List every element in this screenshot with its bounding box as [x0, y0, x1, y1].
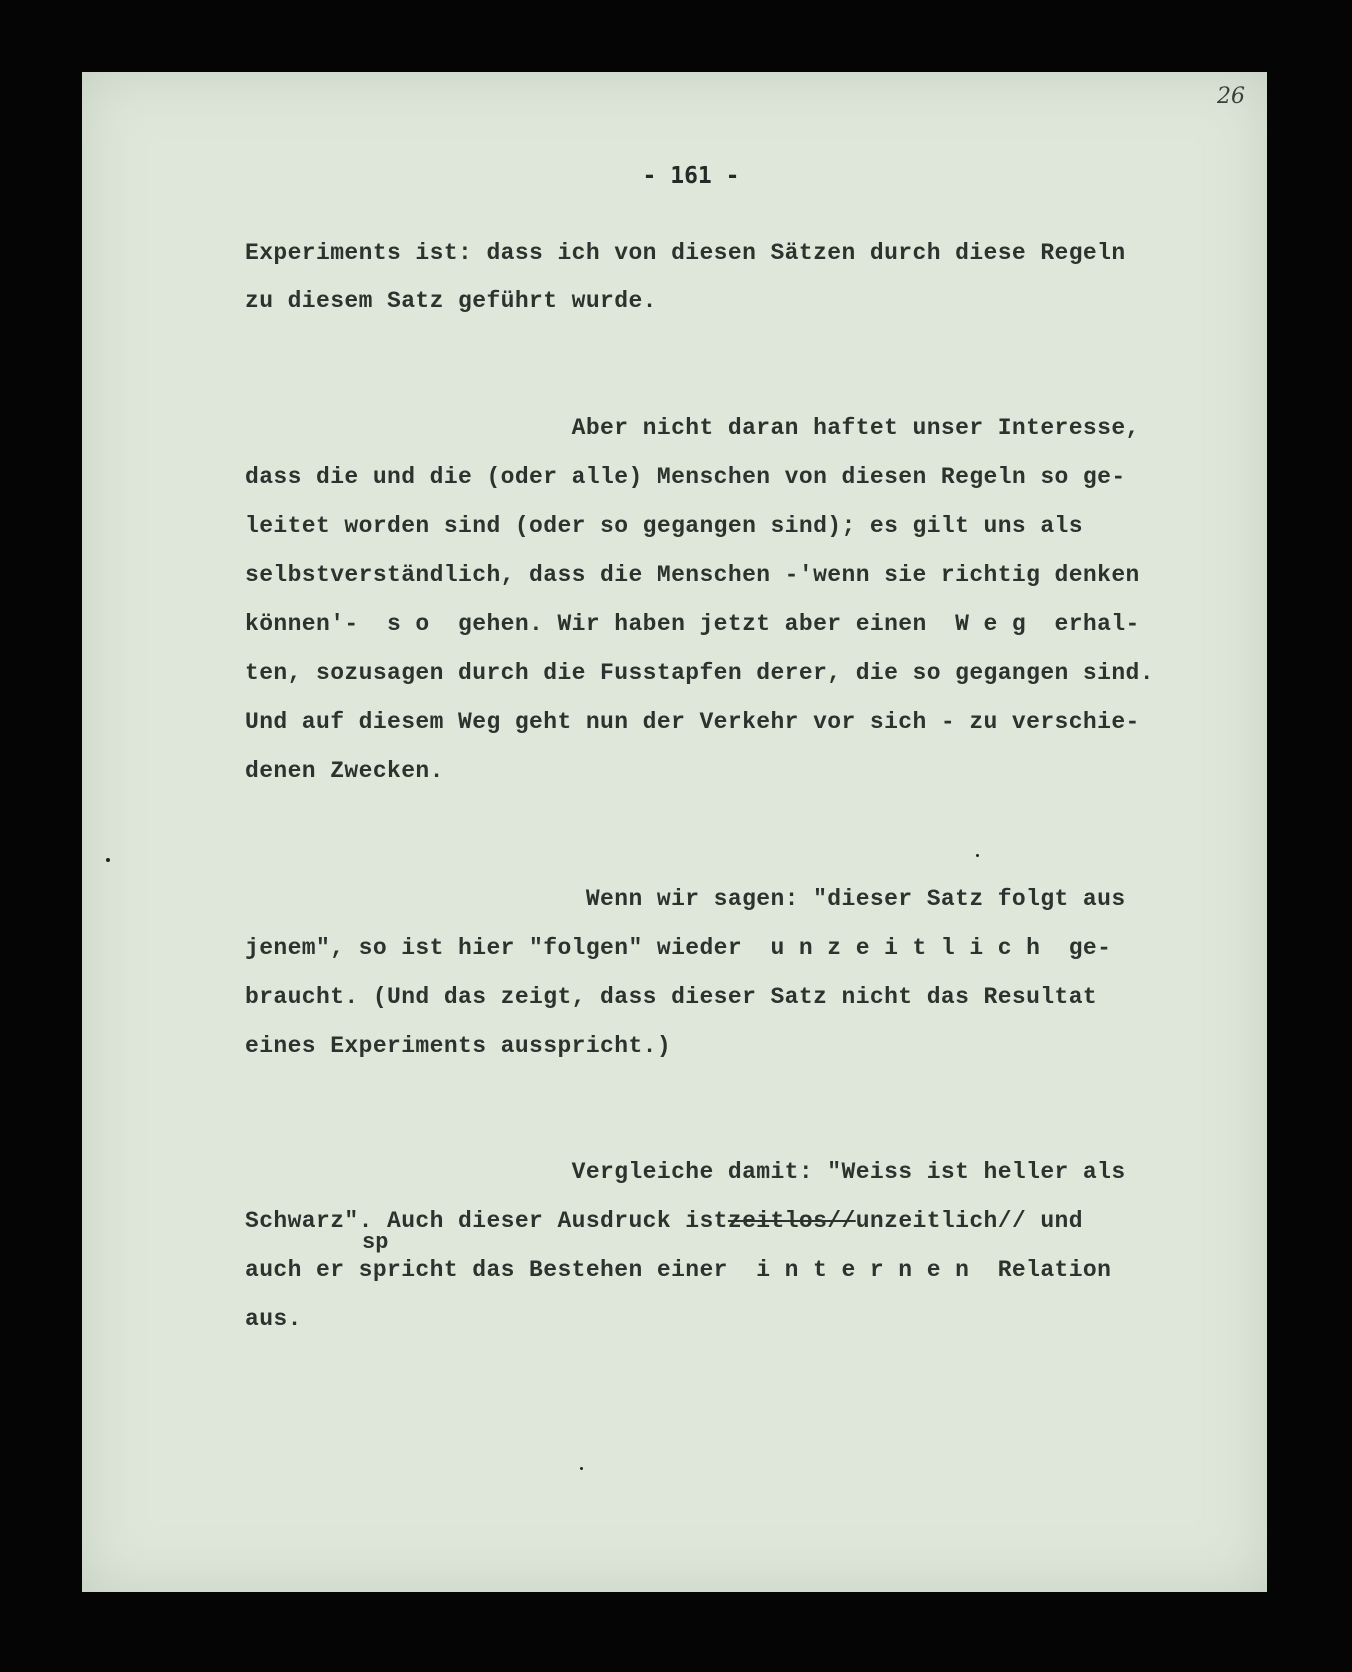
paper-speck [976, 854, 979, 857]
text-line: leitet worden sind (oder so gegangen sind); es gilt uns als [245, 513, 1083, 539]
text-line: Vergleiche damit: "Weiss ist heller als [245, 1159, 1126, 1185]
text-segment: Schwarz". Auch dieser Ausdruck ist [245, 1208, 728, 1234]
paper-speck [580, 1467, 583, 1470]
struck-text: zeitlos// [727, 1208, 856, 1234]
text-line: dass die und die (oder alle) Menschen von diesen Regeln so ge- [245, 464, 1126, 490]
text-line: können'- s o gehen. Wir haben jetzt aber einen W e g erhal- [245, 611, 1140, 637]
handwritten-insertion: sp [362, 1230, 389, 1255]
text-line: Experiments ist: dass ich von diesen Sätzen durch diese Regeln [245, 240, 1126, 266]
text-line: jenem", so ist hier "folgen" wieder u n z e i t l i c h ge- [245, 935, 1112, 961]
archive-page-number: 26 [1217, 84, 1245, 109]
text-line: auch er spricht das Bestehen einer i n t e r n e n Relation [245, 1257, 1112, 1283]
text-line: denen Zwecken. [245, 758, 444, 784]
paper-speck [106, 858, 110, 862]
page-number: - 161 - [642, 163, 740, 189]
text-line: ten, sozusagen durch die Fusstapfen derer, die so gegangen sind. [245, 660, 1154, 686]
text-line: eines Experiments ausspricht.) [245, 1033, 672, 1059]
text-line: aus. [245, 1306, 302, 1332]
text-segment: unzeitlich// und [855, 1208, 1083, 1234]
text-line: Und auf diesem Weg geht nun der Verkehr vor sich - zu verschie- [245, 709, 1140, 735]
text-line: braucht. (Und das zeigt, dass dieser Satz nicht das Resultat [245, 984, 1098, 1010]
text-line: zu diesem Satz geführt wurde. [245, 288, 657, 314]
text-line: selbstverständlich, dass die Menschen -'wenn sie richtig denken [245, 562, 1140, 588]
text-line: Wenn wir sagen: "dieser Satz folgt aus [245, 886, 1126, 912]
text-line: Aber nicht daran haftet unser Interesse, [245, 415, 1140, 441]
